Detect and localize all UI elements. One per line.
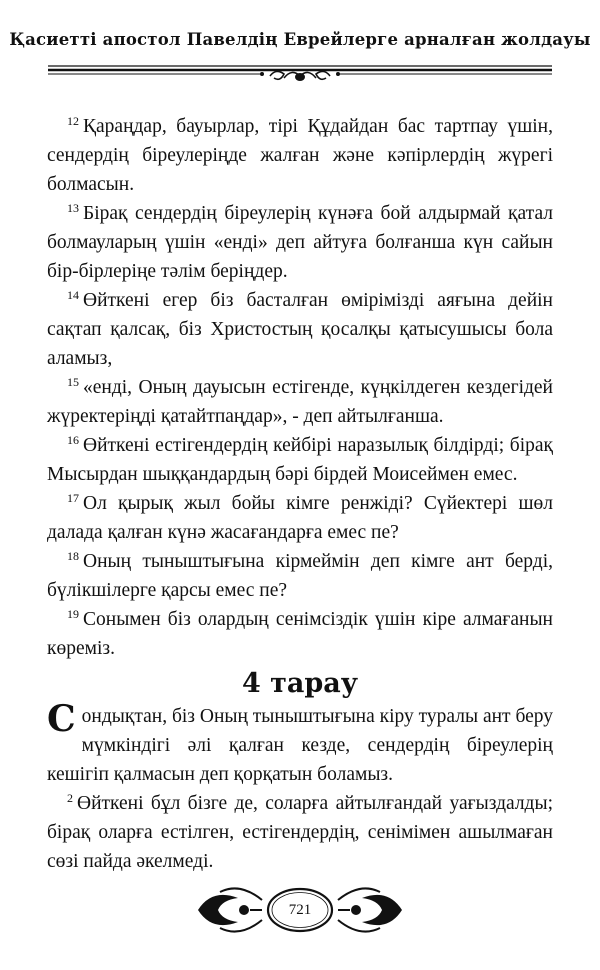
chapter-heading: 4 тарау	[241, 668, 359, 699]
verse-2	[47, 789, 553, 876]
verse-number: 18	[67, 549, 79, 563]
verse-13	[47, 199, 553, 286]
page-footer-ornament	[190, 878, 410, 942]
verse-18	[47, 547, 553, 605]
verse-number: 17	[67, 491, 79, 505]
page-body	[47, 112, 553, 876]
ornament-divider-icon	[48, 60, 552, 84]
running-header: Қасиетті апостол Павелдің Еврейлерге арналған жолдауы	[9, 30, 591, 49]
verse-number: 14	[67, 288, 79, 302]
verse-19	[47, 605, 553, 663]
verse-number: 19	[67, 607, 79, 621]
verse-number: 16	[67, 433, 79, 447]
verse-text: Бірақ сендердің біреулерің күнәға бой алдырмай қатал болмауларың үшін «енді» деп айтуға болғанша күн сайын бір-бірлеріңе тәлім беріңдер.	[47, 203, 553, 282]
verse-text: Өйткені бұл бізге де, соларға айтылғандай уағыздалды; бірақ оларға естілген, естігендердің, сенімімен ашылмаған сөзі пайда әкелмеді.	[47, 793, 553, 872]
verse-number: 2	[67, 791, 73, 805]
header-ornament-rule	[48, 60, 552, 84]
verse-text: Өйткені естігендердің кейбірі наразылық білдірді; бірақ Мысырдан шыққандардың бәрі бірдей Моисеймен емес.	[47, 435, 553, 485]
verse-text: Оның тыныштығына кірмеймін деп кімге ант берді, бүлікшілерге қарсы емес пе?	[47, 551, 553, 601]
drop-cap: С	[47, 698, 76, 740]
verse-12	[47, 112, 553, 199]
verse-text: Өйткені егер біз басталған өмірімізді аяғына дейін сақтап қалсақ, біз Христостың қосалқы қатысушысы бола аламыз,	[47, 290, 553, 369]
verse-text: Қараңдар, бауырлар, тірі Құдайдан бас тартпау үшін, сендердің біреулеріңде жалған және кәпірлердің жүрегі болмасын.	[47, 116, 553, 195]
verse-number: 13	[67, 201, 79, 215]
verse-17	[47, 489, 553, 547]
verse-number: 12	[67, 114, 79, 128]
verse-14	[47, 286, 553, 373]
verse-number: 15	[67, 375, 79, 389]
verse-16	[47, 431, 553, 489]
verse-text: ондықтан, біз Оның тыныштығына кіру туралы ант беру мүмкіндігі әлі қалған кезде, сендердің біреулерің кешігіп қалмасын деп қорқатын боламыз.	[47, 706, 554, 785]
verse-text: Сонымен біз олардың сенімсіздік үшін кіре алмағанын көреміз.	[47, 609, 553, 659]
verse-15	[47, 373, 553, 431]
verse-text: «енді, Оның дауысын естігенде, күңкілдеген кездегідей жүректеріңді қатайтпаңдар», - деп айтылғанша.	[47, 377, 553, 427]
page-number: 721	[288, 902, 312, 918]
verse-1	[47, 698, 554, 789]
verse-text: Ол қырық жыл бойы кімге ренжіді? Сүйектері шөл далада қалған күнә жасағандарға емес пе?	[47, 493, 553, 543]
